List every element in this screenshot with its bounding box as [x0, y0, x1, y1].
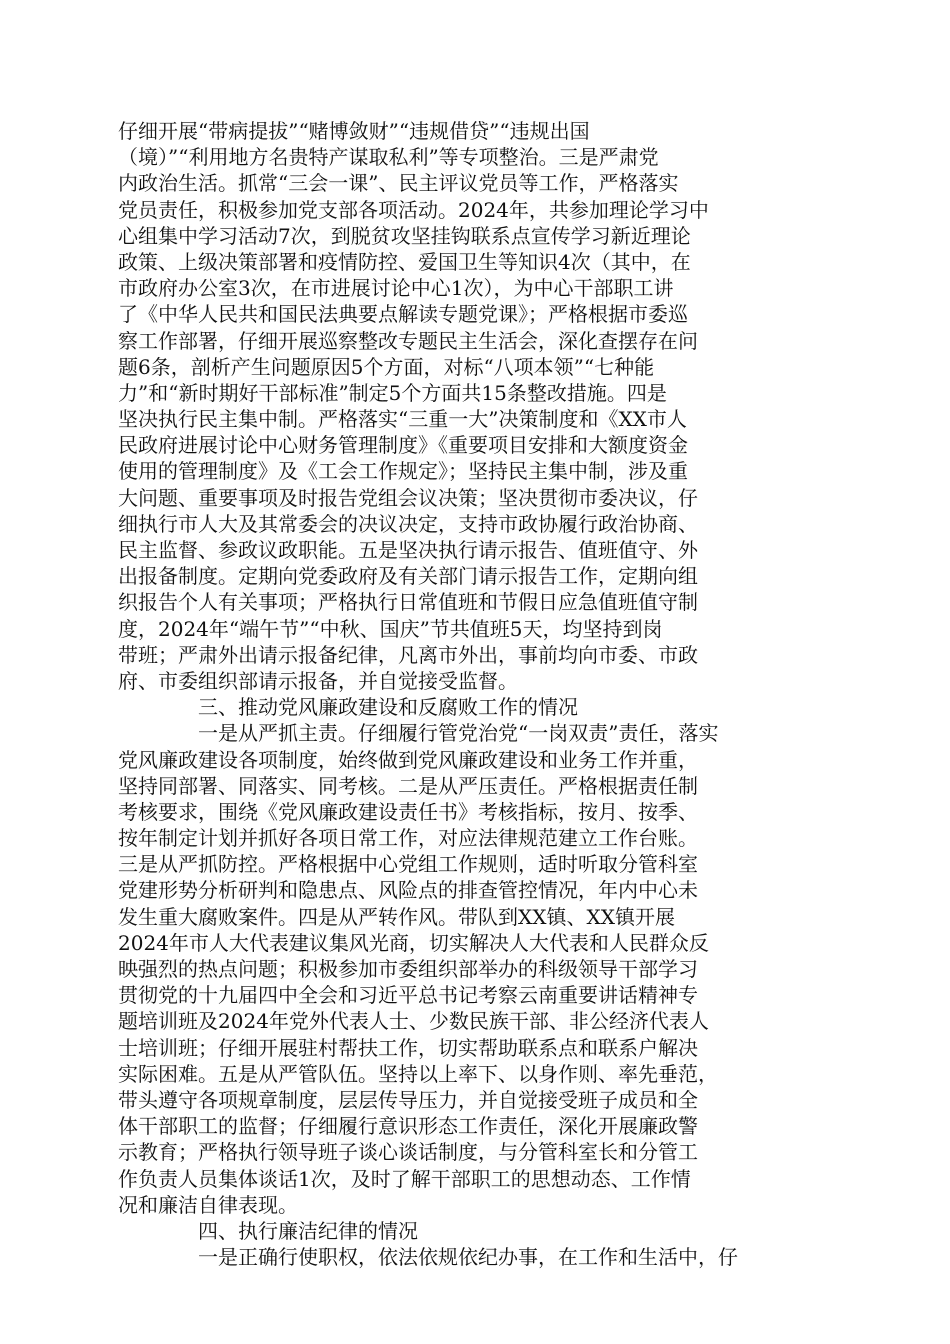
text-line: 考核要求，围绕《党风廉政建设责任书》考核指标，按月、按季、 — [118, 799, 698, 824]
text-line: 贯彻党的十九届四中全会和习近平总书记考察云南重要讲话精神专 — [118, 983, 698, 1008]
text-line: 力”和“新时期好干部标准”制定5个方面共15条整改措施。四是 — [118, 380, 667, 405]
document-page — [118, 118, 836, 1270]
text-line: 仔细开展“带病提拔”“赌博敛财”“违规借贷”“违规出国 — [118, 119, 590, 143]
text-line: 党风廉政建设各项制度，始终做到党风廉政建设和业务工作并重， — [118, 747, 698, 772]
paragraph-start-line: 四、执行廉洁纪律的情况 — [198, 1218, 418, 1243]
text-line: 2024年市人大代表建议集风光商，切实解决人大代表和人民群众反 — [118, 930, 709, 955]
paragraph-start-line: 三、推动党风廉政建设和反腐败工作的情况 — [198, 695, 578, 720]
text-line: 察工作部署，仔细开展巡察整改专题民主生活会，深化查摆存在问 — [118, 328, 698, 353]
paragraph-start-line: 一是正确行使职权，依法依规依纪办事，在工作和生活中，仔 — [198, 1245, 738, 1270]
text-line: 党建形势分析研判和隐患点、风险点的排查管控情况，年内中心未 — [118, 878, 698, 903]
text-line: 细执行市人大及其常委会的决议决定，支持市政协履行政治协商、 — [118, 511, 698, 536]
text-line: 映强烈的热点问题；积极参加市委组织部举办的科级领导干部学习 — [118, 957, 698, 981]
text-line: 题6条，剖析产生问题原因5个方面，对标“八项本领”“七种能 — [118, 354, 655, 379]
text-line: 实际困难。五是从严管队伍。坚持以上率下、以身作则、率先垂范， — [118, 1061, 718, 1086]
text-line: 民主监督、参政议政职能。五是坚决执行请示报告、值班值守、外 — [118, 538, 698, 562]
text-line: 体干部职工的监督；仔细履行意识形态工作责任，深化开展廉政警 — [118, 1114, 698, 1139]
text-line: 大问题、重要事项及时报告党组会议决策；坚决贯彻市委决议，仔 — [118, 485, 698, 510]
text-line: （境）”“利用地方名贵特产谋取私利”等专项整治。三是严肃党 — [118, 145, 659, 170]
text-line: 心组集中学习活动7次，到脱贫攻坚挂钩联系点宣传学习新近理论 — [118, 223, 691, 248]
text-line: 带班；严肃外出请示报备纪律，凡离市外出，事前均向市委、市政 — [118, 642, 698, 667]
text-line: 发生重大腐败案件。四是从严转作风。带队到XX镇、XX镇开展 — [118, 904, 675, 929]
text-line: 府、市委组织部请示报备，并自觉接受监督。 — [118, 668, 518, 693]
text-line: 况和廉洁自律表现。 — [118, 1192, 298, 1217]
text-line: 带头遵守各项规章制度，层层传导压力，并自觉接受班子成员和全 — [118, 1087, 698, 1112]
text-line: 民政府进展讨论中心财务管理制度》《重要项目安排和大额度资金 — [118, 433, 688, 458]
text-line: 党员责任，积极参加党支部各项活动。2024年，共参加理论学习中 — [118, 197, 709, 222]
text-line: 了《中华人民共和国民法典要点解读专题党课》；严格根据市委巡 — [118, 302, 688, 327]
text-line: 士培训班；仔细开展驻村帮扶工作，切实帮助联系点和联系户解决 — [118, 1035, 698, 1060]
paragraph-start-line: 一是从严抓主责。仔细履行管党治党“一岗双责”责任，落实 — [198, 721, 719, 746]
text-line: 度，2024年“端午节”“中秋、国庆”节共值班5天，均坚持到岗 — [118, 616, 663, 641]
text-line: 内政治生活。抓常“三会一课”、民主评议党员等工作，严格落实 — [118, 171, 679, 196]
text-line: 坚持同部署、同落实、同考核。二是从严压责任。严格根据责任制 — [118, 773, 698, 798]
text-line: 政策、上级决策部署和疫情防控、爱国卫生等知识4次（其中，在 — [118, 249, 691, 274]
text-line: 作负责人员集体谈话1次，及时了解干部职工的思想动态、工作情 — [118, 1166, 691, 1191]
text-line: 题培训班及2024年党外代表人士、少数民族干部、非公经济代表人 — [118, 1009, 709, 1034]
text-line: 使用的管理制度》及《工会工作规定》；坚持民主集中制，涉及重 — [118, 459, 688, 484]
text-line: 三是从严抓防控。严格根据中心党组工作规则，适时听取分管科室 — [118, 852, 698, 877]
text-line: 出报备制度。定期向党委政府及有关部门请示报告工作，定期向组 — [118, 564, 698, 589]
text-line: 按年制定计划并抓好各项日常工作，对应法律规范建立工作台账。 — [118, 826, 698, 851]
text-line: 市政府办公室3次，在市进展讨论中心1次），为中心干部职工讲 — [118, 276, 674, 301]
text-line: 示教育；严格执行领导班子谈心谈话制度，与分管科室长和分管工 — [118, 1140, 698, 1165]
text-line: 坚决执行民主集中制。严格落实“三重一大”决策制度和《XX市人 — [118, 407, 687, 432]
text-line: 织报告个人有关事项；严格执行日常值班和节假日应急值班值守制 — [118, 590, 698, 615]
